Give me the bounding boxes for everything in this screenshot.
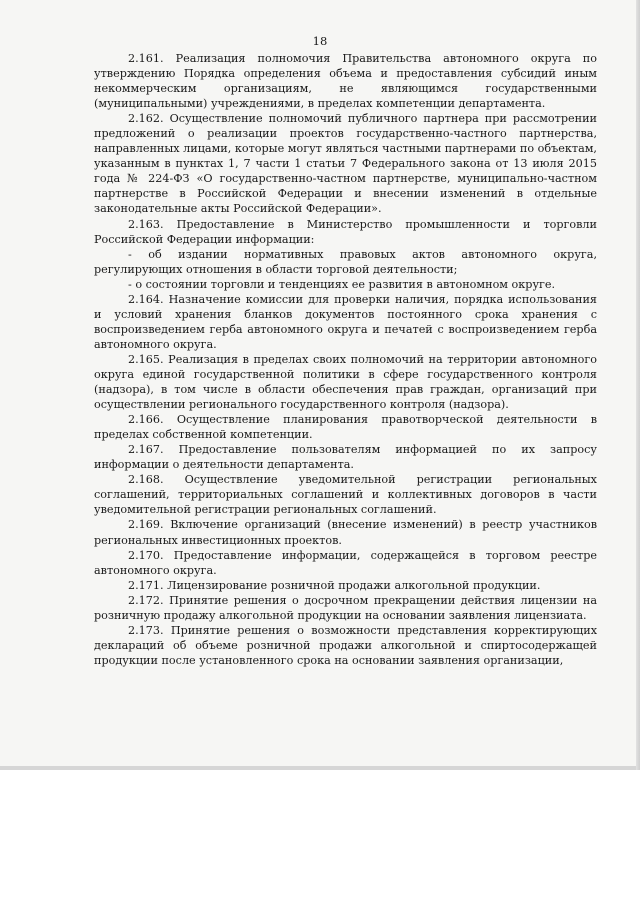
paragraph-2-170: 2.170. Предоставление информации, содержащейся в торговом реестре автономного округа. [94, 548, 597, 577]
paragraph-2-169: 2.169. Включение организаций (внесение изменений) в реестр участников региональных инвестиционных проектов. [94, 518, 597, 547]
document-body [94, 51, 597, 668]
page-number: 18 [312, 34, 328, 48]
scan-edge [0, 766, 640, 770]
paragraph-2-164: 2.164. Назначение комиссии для проверки наличия, порядка использования и условий хранения бланков документов постоянного срока хранения с воспроизведением герба автономного округа и печатей с воспроизведением герба автономного округа. [94, 292, 597, 351]
paragraph-2-162: 2.162. Осуществление полномочий публичного партнера при рассмотрении предложений о реализации проектов государственно-частного партнерства, направленных лицами, которые могут являться частными партнерами по объектам, указанным в пунктах 1, 7 части 1 статьи 7 Федерального закона от 13 июля 2015 года № 224-ФЗ «О государственно-частном партнерстве, муниципально-частном партнерстве в Российской Федерации и внесении изменений в отдельные законодательные акты Российской Федерации». [94, 112, 597, 216]
paragraph-2-172: 2.172. Принятие решения о досрочном прекращении действия лицензии на розничную продажу алкогольной продукции на основании заявления лицензиата. [94, 593, 597, 622]
paragraph-2-167: 2.167. Предоставление пользователям информацией по их запросу информации о деятельности департамента. [94, 443, 597, 472]
paragraph-2-165: 2.165. Реализация в пределах своих полномочий на территории автономного округа единой государственной политики в сфере государственного контроля (надзора), в том числе в области обеспечения прав граждан, организаций при осуществлении регионального государственного контроля (надзора). [94, 352, 597, 412]
paragraph-2-163: 2.163. Предоставление в Министерство промышленности и торговли Российской Федерации информации: [94, 217, 597, 246]
list-item-trade-state: - о состоянии торговли и тенденциях ее развития в автономном округе. [128, 277, 556, 291]
paragraph-2-173: 2.173. Принятие решения о возможности представления корректирующих деклараций об объеме розничной продажи алкогольной и спиртосодержащей продукции после установленного срока на основании заявления организации, [94, 623, 597, 667]
paragraph-2-166: 2.166. Осуществление планирования правотворческой деятельности в пределах собственной компетенции. [94, 413, 597, 442]
list-item-legal-acts: - об издании нормативных правовых актов автономного округа, регулирующих отношения в области торговой деятельности; [94, 247, 597, 276]
paragraph-2-171: 2.171. Лицензирование розничной продажи алкогольной продукции. [128, 578, 541, 592]
paragraph-2-161: 2.161. Реализация полномочия Правительства автономного округа по утверждению Порядка определения объема и предоставления субсидий иным некоммерческим организациям, не являющимся государственными (муниципальными) учреждениями, в пределах компетенции департамента. [94, 52, 597, 111]
paragraph-2-168: 2.168. Осуществление уведомительной регистрации региональных соглашений, территориальных соглашений и коллективных договоров в части уведомительной регистрации региональных соглашений. [94, 473, 597, 517]
